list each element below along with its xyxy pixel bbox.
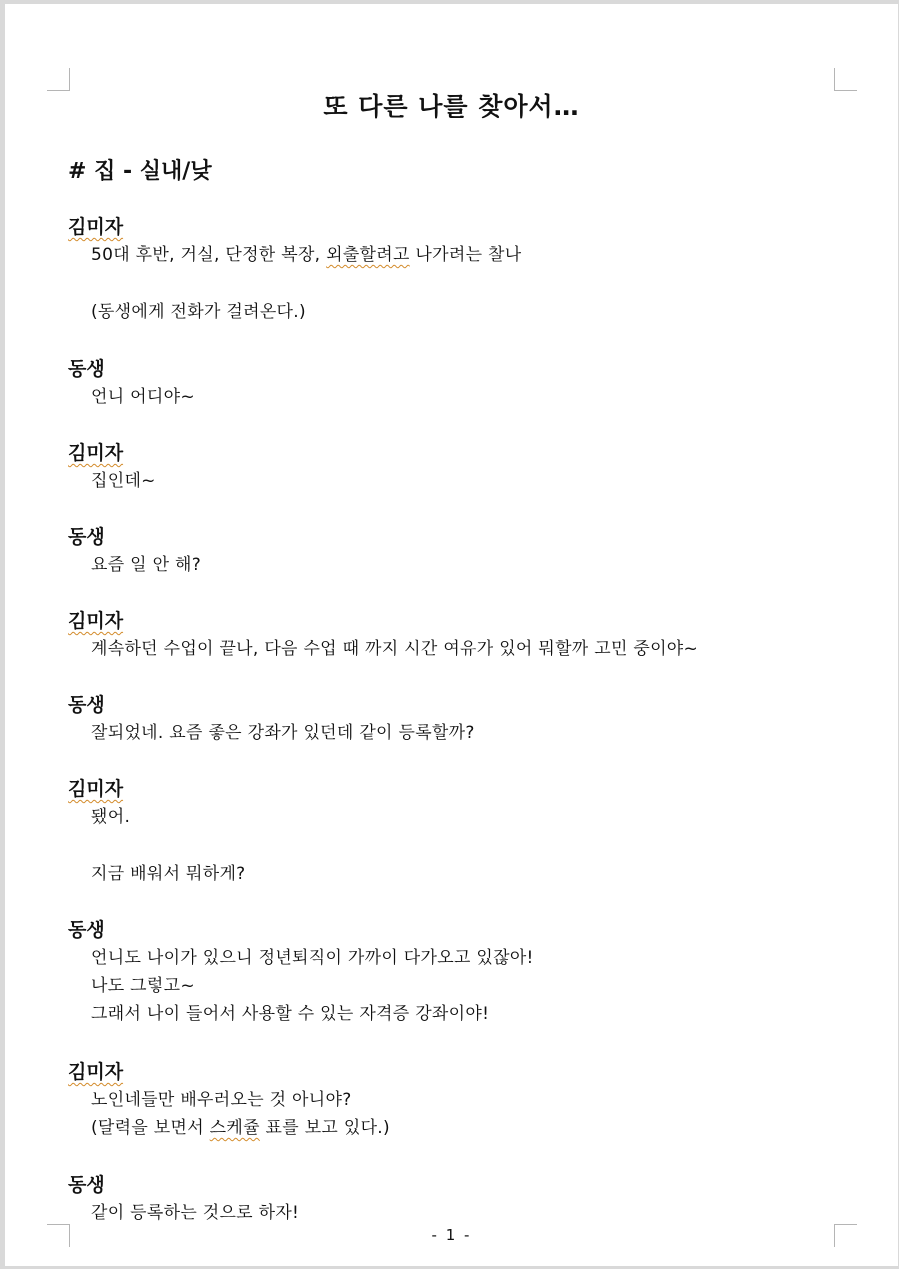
- stage-direction: (달력을 보면서 스케쥴 표를 보고 있다.): [91, 1118, 390, 1138]
- dialogue-block: [68, 775, 246, 888]
- page-number: - 1 -: [431, 1226, 472, 1244]
- speaker-name: 김미자: [68, 442, 124, 464]
- dialogue-block: [68, 355, 195, 411]
- dialogue-block: [68, 607, 698, 663]
- scene-heading: # 집 - 실내/낮: [68, 159, 212, 184]
- dialogue-line: 그래서 나이 들어서 사용할 수 있는 자격증 강좌이야!: [91, 1004, 490, 1024]
- speaker-name: 동생: [68, 694, 105, 716]
- dialogue-block: [68, 1171, 299, 1227]
- dialogue-line: 언니도 나이가 있으니 정년퇴직이 가까이 다가오고 있잖아!: [91, 948, 534, 968]
- speaker-name: 동생: [68, 1174, 105, 1196]
- speaker-name: 김미자: [68, 610, 124, 632]
- stage-direction: (동생에게 전화가 걸려온다.): [91, 302, 306, 322]
- speaker-name: 동생: [68, 526, 105, 548]
- speaker-name: 김미자: [68, 216, 124, 238]
- dialogue-block: [68, 523, 201, 579]
- dialogue-line: 언니 어디야~: [91, 387, 195, 407]
- speaker-name: 동생: [68, 358, 105, 380]
- dialogue-line: 지금 배워서 뭐하게?: [91, 864, 246, 884]
- blank-line: [68, 269, 521, 298]
- dialogue-block: [68, 691, 475, 747]
- document-title: 또 다른 나를 찾아서…: [323, 92, 580, 121]
- document-page: [5, 4, 898, 1266]
- blank-line: [68, 831, 246, 860]
- dialogue-line: 요즘 일 안 해?: [91, 555, 202, 575]
- misspelled-word[interactable]: 외출할려고: [326, 245, 410, 265]
- dialogue-block: [68, 439, 156, 495]
- dialogue-line: 잘되었네. 요즘 좋은 강좌가 있던데 같이 등록할까?: [91, 723, 475, 743]
- speaker-name: 김미자: [68, 1061, 124, 1083]
- dialogue-line: 같이 등록하는 것으로 하자!: [91, 1203, 300, 1223]
- misspelled-word[interactable]: 스케쥴: [209, 1118, 260, 1138]
- dialogue-block: [68, 213, 521, 326]
- speaker-name: 김미자: [68, 778, 124, 800]
- dialogue-line: 됐어.: [91, 807, 131, 827]
- dialogue-line: 집인데~: [91, 471, 156, 491]
- dialogue-line: 50대 후반, 거실, 단정한 복장, 외출할려고 나가려는 찰나: [91, 245, 522, 265]
- dialogue-line: 나도 그렇고~: [91, 976, 195, 996]
- dialogue-block: [68, 1058, 390, 1142]
- dialogue-block: [68, 916, 534, 1028]
- speaker-name: 동생: [68, 919, 105, 941]
- dialogue-line: 노인네들만 배우러오는 것 아니야?: [91, 1090, 352, 1110]
- dialogue-line: 계속하던 수업이 끝나, 다음 수업 때 까지 시간 여유가 있어 뭐할까 고민 중이야~: [91, 639, 699, 659]
